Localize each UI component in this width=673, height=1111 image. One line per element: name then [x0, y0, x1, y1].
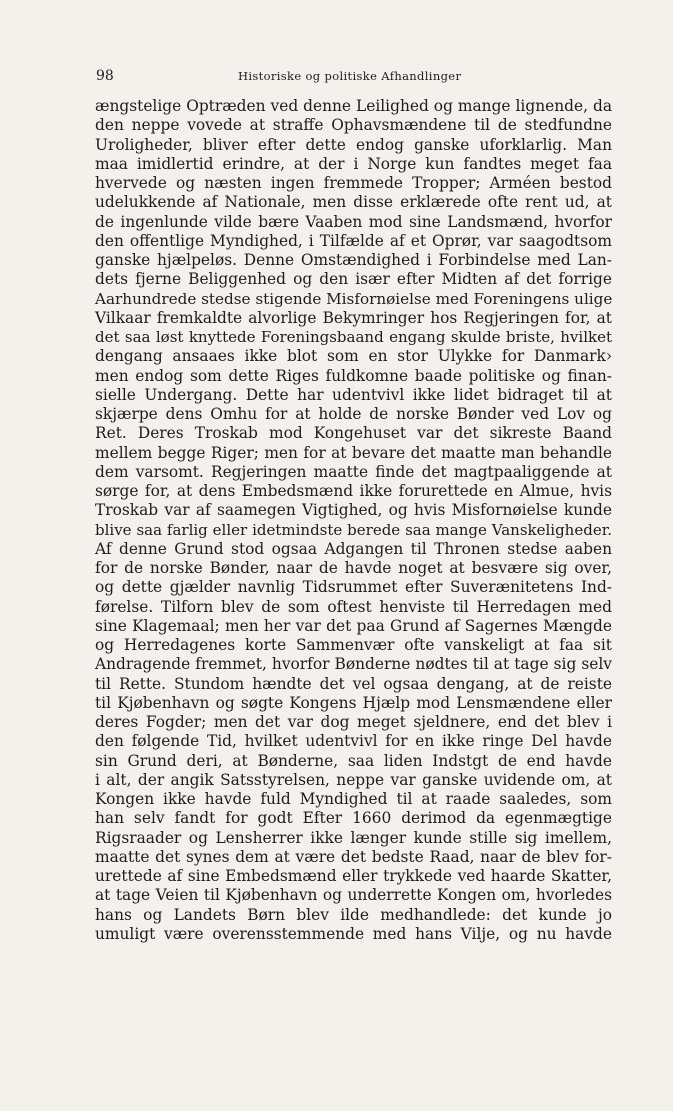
text-line: for de norske Bønder, naar de havde noget at besvære sig over,	[95, 559, 612, 577]
text-line: sin Grund deri, at Bønderne, saa liden Indstgt de end havde	[95, 751, 612, 770]
text-line: den offentlige Myndighed, i Tilfælde af et Oprør, var saagodtsom	[95, 231, 612, 250]
text-line: Andragende fremmet, hvorfor Bønderne nødtes til at tage sig selv	[95, 655, 612, 674]
text-line: førelse. Tilforn blev de som oftest henviste til Herredagen med	[95, 597, 612, 616]
text-line: maa imidlertid erindre, at der i Norge kun fandtes meget faa	[95, 154, 612, 173]
text-line: og dette gjælder navnlig Tidsrummet efter Suverænitetens Ind-	[95, 578, 612, 597]
text-line: ængstelige Optræden ved denne Leilighed og mange lignende, da	[95, 97, 612, 115]
text-line: Af denne Grund stod ogsaa Adgangen til Thronen stedse aaben	[95, 539, 612, 558]
text-line: den neppe vovede at straffe Ophavsmændene til de stedfundne	[95, 116, 612, 135]
text-line: Uroligheder, bliver efter dette endog ganske uforklarlig. Man	[95, 135, 612, 154]
text-line: til Rette. Stundom hændte det vel ogsaa dengang, at de reiste	[95, 674, 612, 693]
text-line: sielle Undergang. Dette har udentvivl ikke lidet bidraget til at	[95, 385, 612, 404]
text-line: i alt, der angik Satsstyrelsen, neppe var ganske uvidende om, at	[95, 770, 612, 789]
text-line: dets fjerne Beliggenhed og den især efter Midten af det forrige	[95, 270, 612, 289]
text-line: urettede af sine Embedsmænd eller trykkede ved haarde Skatter,	[95, 867, 612, 885]
page-header	[96, 68, 612, 84]
text-line: men endog som dette Riges fuldkomne baade politiske og finan-	[95, 366, 612, 385]
text-line: dengang ansaaes ikke blot som en stor Ulykke for Danmark›	[95, 347, 612, 366]
text-line: dem varsomt. Regjeringen maatte finde det magtpaaliggende at	[95, 462, 612, 481]
text-line: de ingenlunde vilde bære Vaaben mod sine Landsmænd, hvorfor	[95, 212, 612, 231]
body-text	[95, 97, 612, 944]
text-line: Rigsraader og Lensherrer ikke længer kunde stille sig imellem,	[95, 828, 612, 847]
text-line: hans og Landets Børn blev ilde medhandlede: det kunde jo	[95, 905, 612, 924]
text-line: udelukkende af Nationale, men disse erklærede ofte rent ud, at	[95, 193, 612, 212]
text-line: til Kjøbenhavn og søgte Kongens Hjælp mod Lensmændene eller	[95, 693, 612, 712]
text-line: Ret. Deres Troskab mod Kongehuset var det sikreste Baand	[95, 424, 612, 443]
text-line: ganske hjælpeløs. Denne Omstændighed i Forbindelse med Lan-	[95, 251, 612, 269]
text-line: blive saa farlig eller idetmindste berede saa mange Vanskeligheder.	[95, 520, 612, 539]
text-line: maatte det synes dem at være det bedste Raad, naar de blev for-	[95, 847, 612, 866]
text-line: hvervede og næsten ingen fremmede Tropper; Arméen bestod	[95, 174, 612, 192]
text-line: det saa løst knyttede Foreningsbaand engang skulde briste, hvilket	[95, 328, 612, 346]
text-line: sine Klagemaal; men her var det paa Grund af Sagernes Mængde	[95, 616, 612, 635]
text-line: Vilkaar fremkaldte alvorlige Bekymringer hos Regjeringen for, at	[95, 308, 612, 327]
text-line: den følgende Tid, hvilket udentvivl for en ikke ringe Del havde	[95, 732, 612, 751]
text-line: skjærpe dens Omhu for at holde de norske Bønder ved Lov og	[95, 405, 612, 423]
text-line: sørge for, at dens Embedsmænd ikke forurettede en Almue, hvis	[95, 482, 612, 500]
text-line: Troskab var af saamegen Vigtighed, og hvis Misfornøielse kunde	[95, 501, 612, 520]
text-line: Aarhundrede stedse stigende Misfornøielse med Foreningens ulige	[95, 289, 613, 308]
text-line: Kongen ikke havde fuld Myndighed til at raade saaledes, som	[95, 790, 612, 808]
text-line: mellem begge Riger; men for at bevare det maatte man behandle	[95, 443, 612, 462]
page-number: 98	[96, 68, 114, 84]
text-line: at tage Veien til Kjøbenhavn og underrette Kongen om, hvorledes	[95, 886, 612, 905]
text-line: og Herredagenes korte Sammenvær ofte vanskeligt at faa sit	[95, 636, 612, 654]
running-title: Historiske og politiske Afhandlinger	[238, 69, 462, 83]
text-line: deres Fogder; men det var dog meget sjeldnere, end det blev i	[95, 713, 612, 731]
text-line: umuligt være overensstemmende med hans Vilje, og nu havde	[95, 924, 612, 943]
text-line: han selv fandt for godt Efter 1660 derimod da egenmægtige	[95, 809, 612, 828]
